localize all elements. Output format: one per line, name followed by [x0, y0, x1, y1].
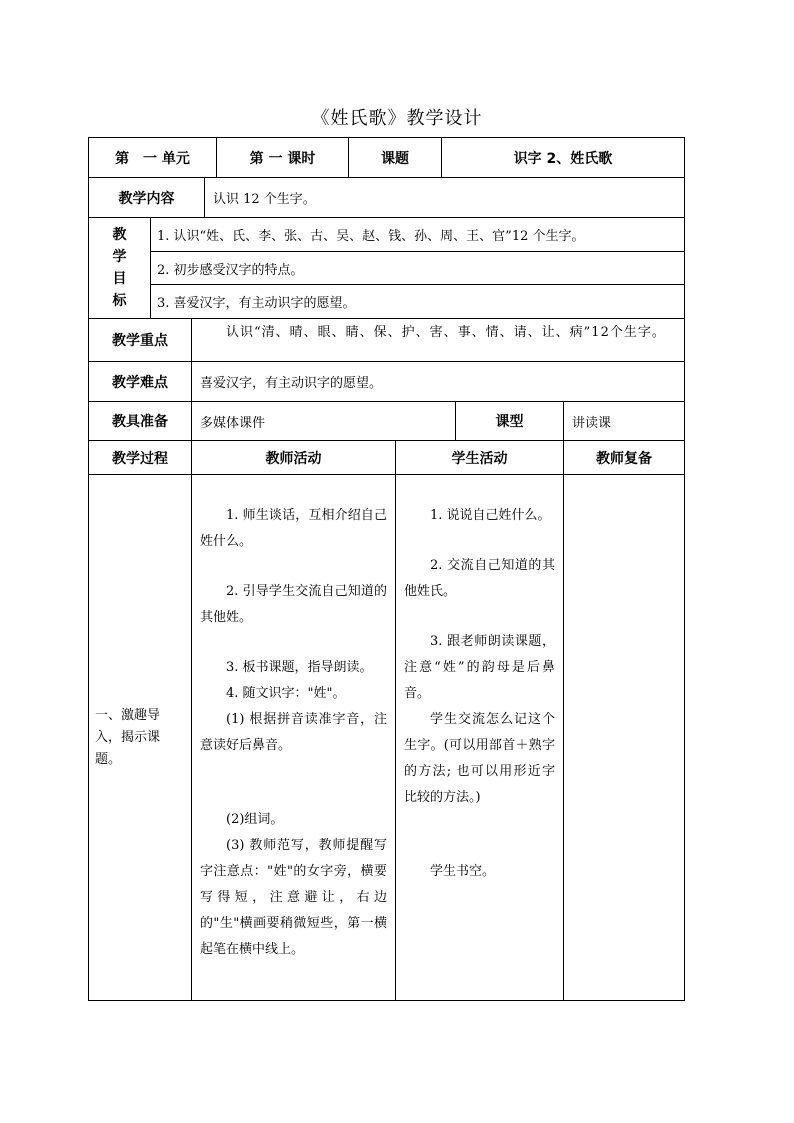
student-step: 学生书空。: [430, 864, 496, 879]
goal-item: 1. 认识“姓、氏、李、张、古、吴、赵、钱、孙、周、王、官”12 个生字。: [150, 217, 685, 252]
goals-label-char: 教: [112, 227, 127, 243]
teacher-step: 2. 引导学生交流自己知道的其他姓。: [200, 584, 387, 625]
content-label-cell: 教学内容: [88, 177, 205, 218]
topic-label-cell: 课题: [348, 137, 442, 178]
teacher-notes-header: 教师复备: [563, 440, 685, 475]
teacher-step: (3) 教师范写，教师提醒写字注意点："姓"的女字旁，横要写得短，注意避让，右边的"生"横画要稍微短些，第一横起笔在横中线上。: [200, 838, 387, 957]
student-activity-header: 学生活动: [395, 440, 564, 475]
lesson-type-label-cell: 课型: [455, 401, 564, 441]
student-activity-cell: [395, 474, 564, 1001]
stage-text: 一、激趣导入，揭示课题。: [95, 707, 161, 767]
topic-cell: 识字 2、姓氏歌: [441, 137, 685, 178]
goals-label-char: 目: [112, 271, 127, 287]
teacher-notes-cell: [563, 474, 685, 1001]
lesson-type-cell: 讲读课: [563, 401, 685, 441]
student-step: 3. 跟老师朗读课题，注意“姓”的韵母是后鼻音。: [404, 634, 555, 701]
key-points-cell: 认识“清、晴、眼、睛、保、护、害、事、情、请、让、病”12个生字。: [191, 318, 685, 362]
content-cell: 认识 12 个生字。: [204, 177, 685, 218]
student-step: 学生交流怎么记这个生字。(可以用部首＋熟字的方法; 也可以用形近字比较的方法。): [404, 712, 555, 805]
lesson-plan-table: [88, 137, 685, 1001]
teacher-activity-cell: [191, 474, 396, 1001]
key-points-label-cell: 教学重点: [88, 318, 192, 362]
lesson-cell: 第 一 课时: [216, 137, 349, 178]
teacher-step: (2)组词。: [226, 812, 284, 827]
difficulty-label-cell: 教学难点: [88, 361, 192, 402]
document-title: 《姓氏歌》教学设计: [311, 108, 483, 129]
goal-item: 3. 喜爱汉字，有主动识字的愿望。: [150, 284, 685, 319]
process-label-cell: 教学过程: [88, 440, 192, 475]
goal-item: 2. 初步感受汉字的特点。: [150, 251, 685, 285]
teacher-step: (1) 根据拼音读准字音，注意读好后鼻音。: [200, 712, 387, 753]
goals-label-cell: [88, 217, 151, 319]
tools-label-cell: 教具准备: [88, 401, 192, 441]
stage-cell: [88, 474, 192, 1001]
tools-cell: 多媒体课件: [191, 401, 456, 441]
teacher-step: 4. 随文识字："姓"。: [226, 686, 346, 701]
teacher-step: 3. 板书课题，指导朗读。: [226, 660, 373, 675]
teacher-step: 1. 师生谈话，互相介绍自己姓什么。: [200, 508, 387, 549]
goals-label-char: 标: [112, 293, 127, 309]
student-step: 1. 说说自己姓什么。: [430, 508, 551, 523]
student-step: 2. 交流自己知道的其他姓氏。: [404, 558, 555, 599]
teacher-activity-header: 教师活动: [191, 440, 396, 475]
goals-label-char: 学: [112, 249, 127, 265]
difficulty-cell: 喜爱汉字，有主动识字的愿望。: [191, 361, 685, 402]
unit-cell: 第 一 单元: [88, 137, 217, 178]
